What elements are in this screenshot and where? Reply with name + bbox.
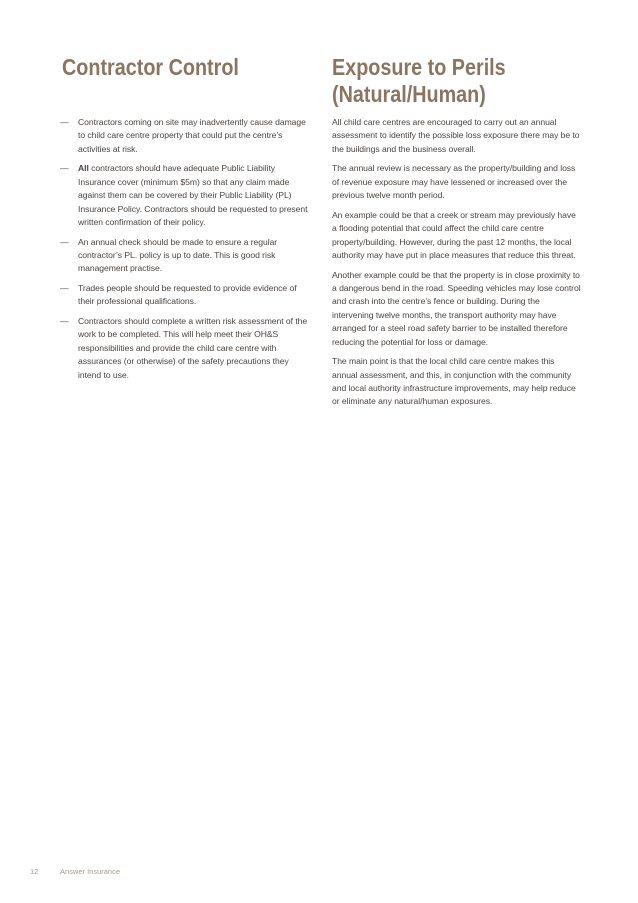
section-title-exposure-line2: (Natural/Human) — [332, 81, 486, 107]
list-item-text: Trades people should be requested to provide evidence of their professional qualifications. — [78, 283, 297, 307]
contractor-control-section — [62, 54, 312, 388]
body-paragraph: The annual review is necessary as the property/building and loss of revenue exposure may have lessened or increased over the previous twelve month period. — [332, 163, 576, 201]
section-title-contractor-control: Contractor Control — [62, 54, 239, 80]
list-item-lead: All — [78, 163, 89, 174]
body-paragraph: Another example could be that the property is in close proximity to a dangerous bend in the road. Speeding vehicles may lose control and crash into the centre’s fence or building. During the intervening twelve months, the transport authority may have arranged for a steel road safety barrier to be installed therefore reducing the potential for loss or damage. — [332, 269, 581, 347]
dash-marker: — — [60, 117, 69, 127]
body-paragraph: All child care centres are encouraged to carry out an annual assessment to identify the possible loss exposure there may be to the buildings and the business overall. — [332, 117, 580, 154]
dash-marker: — — [60, 163, 69, 174]
contractor-bullet-list — [60, 116, 312, 382]
list-item — [60, 315, 312, 382]
list-item-text: Contractors should complete a written risk assessment of the work to be completed. This will help meet their OH&S responsibilities and provide the child care centre with assurances (or otherwise) of the safety precautions they intend to use. — [78, 316, 308, 380]
list-item — [60, 116, 312, 156]
body-paragraph: An example could be that a creek or stream may previously have a flooding potential that could affect the child care centre property/building. However, during the past 12 months, the local authority may have put in place measures that reduce this threat. — [332, 209, 576, 261]
list-item-text: contractors should have adequate Public Liability Insurance cover (minimum $5m) so that any claim made against them can be covered by their Public Liability (PL) Insurance Policy. Contractors should be requested to present written confirmation of their policy. — [78, 163, 308, 228]
list-item — [60, 282, 312, 309]
list-item-text: An annual check should be made to ensure a regular contractor’s PL. policy is up to date. This is good risk management practise. — [78, 236, 278, 274]
page-footer — [30, 867, 120, 876]
exposure-to-perils-section — [332, 54, 582, 415]
exposure-body — [332, 116, 582, 409]
list-item — [60, 236, 312, 276]
dash-marker: — — [60, 316, 69, 327]
list-item — [60, 162, 312, 229]
list-item-text: Contractors coming on site may inadvertently cause damage to child care centre property that could put the centre’s activities at risk. — [78, 117, 306, 154]
section-title-wrap — [62, 54, 312, 116]
body-paragraph: The main point is that the local child care centre makes this annual assessment, and this, in conjunction with the community and local authority infrastructure improvements, may help reduce or eliminate any natural/human exposures. — [332, 356, 576, 407]
publisher-name: Answer Insurance — [60, 867, 121, 876]
section-title-exposure-line1: Exposure to Perils — [332, 54, 506, 80]
page-number: 12 — [30, 867, 39, 876]
section-title-wrap — [332, 54, 582, 116]
dash-marker: — — [60, 283, 69, 294]
dash-marker: — — [60, 236, 69, 247]
